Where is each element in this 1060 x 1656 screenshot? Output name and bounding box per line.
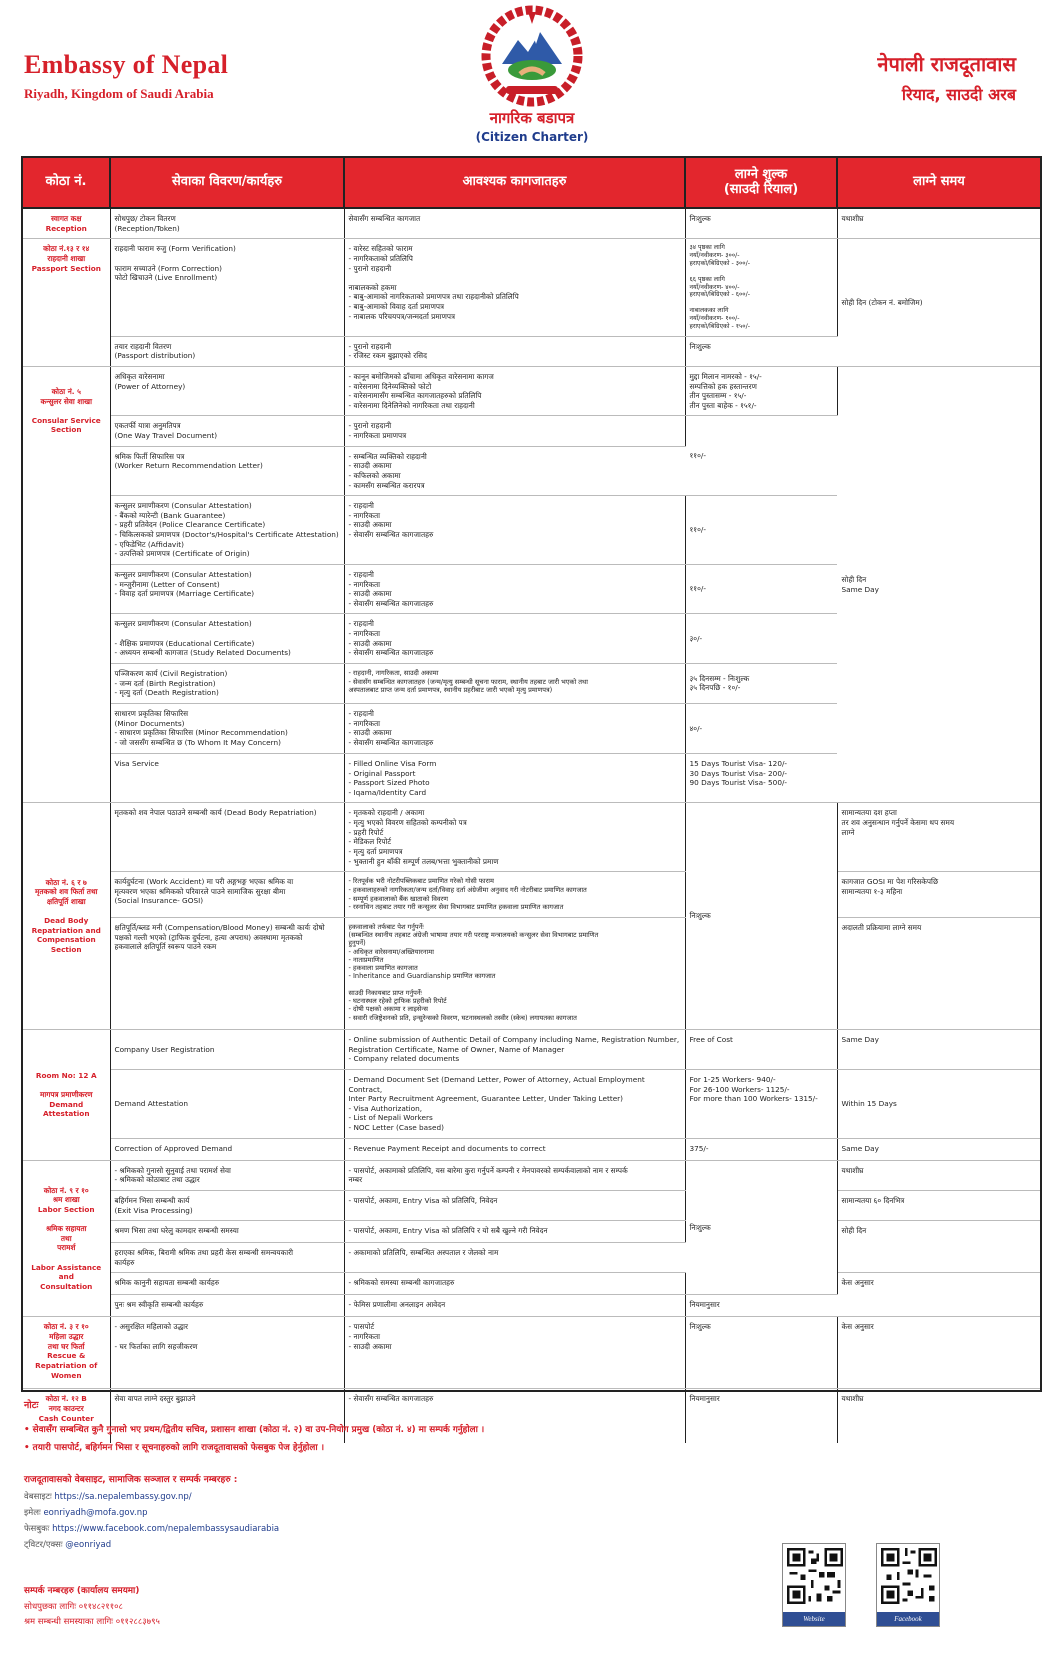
time-cell: सोही दिन bbox=[837, 1221, 1040, 1273]
docs-cell: - Demand Document Set (Demand Letter, Power of Attorney, Actual Employment Contract, Inter Party Recruitment Agreement, Guarantee Letter, Under Taking Letter) - Visa Authorization, - List of Nepali Workers - NOC Letter (Case based) bbox=[344, 1069, 685, 1138]
docs-cell: - पासपोर्ट, अकामाको प्रतिलिपि, यस बारेमा कुरा गर्नुपर्ने कम्पनी र मेनपावरको सम्पर्कवालाको नाम र सम्पर्क नम्बर bbox=[344, 1160, 685, 1190]
docs-cell: - Online submission of Authentic Detail of Company including Name, Registration Number, Registration Certificate, Name of Owner, Name of Manager - Company related documents bbox=[344, 1030, 685, 1070]
time-cell: अदालती प्रक्रियामा लाग्ने समय bbox=[837, 918, 1040, 1030]
service-cell: बहिर्गमन भिसा सम्बन्धी कार्य (Exit Visa Processing) bbox=[110, 1190, 344, 1220]
docs-cell: सेवासँग सम्बन्धित कागजात bbox=[344, 208, 685, 239]
service-cell: - असुरक्षित महिलाको उद्धार - घर फिर्ताका लागि सहजीकरण bbox=[110, 1317, 344, 1389]
docs-cell: - पुरानो राहदानी - रजिस्ट रकम बुझाएको रसिद bbox=[344, 336, 685, 366]
docs-cell: - मृतकको राहदानी / अकामा - मृत्यु भएको विवरण सहितको कम्पनीको पत्र - प्रहरी रिपोर्ट - मेडिकल रिपोर्ट - मृत्यु दर्ता प्रमाणपत्र - भुक्तानी हुन बाँकी सम्पूर्ण तलब/भत्ता भुक्तानीको प्रमाण bbox=[344, 803, 685, 872]
time-cell: यथाशीघ्र bbox=[837, 1389, 1040, 1443]
service-cell: कन्सुलर प्रमाणीकरण (Consular Attestation) - बैंकको ग्यारेन्टी (Bank Guarantee) - प्रहरी प्रतिवेदन (Police Clearance Certificate) - चिकित्सकको प्रमाणपत्र (Doctor's/Hospital's Certificate Attestation) - एफिडेभिट (Affidavit) - उत्पत्तिको प्रमाणपत्र (Certificate of Origin) bbox=[110, 496, 344, 565]
fee-cell: निःशुल्क bbox=[685, 803, 837, 1030]
page-header bbox=[0, 0, 1060, 156]
notes-section bbox=[24, 1398, 1024, 1459]
service-cell: अधिकृत वारेसनामा (Power of Attorney) bbox=[110, 366, 344, 416]
docs-cell: - वारेस्ट सहितको फाराम - नागरिकताको प्रतिलिपि - पुरानो राहदानी नाबालकको हकमा - बाबु-आमाको नागरिकताको प्रमाणपत्र तथा राहदानीको प्रतिलिपि - बाबु-आमाको विवाह दर्ता प्रमाणपत्र - नाबालक परिचयपत्र/जन्मदर्ता प्रमाणपत्र bbox=[344, 239, 685, 336]
service-cell: सेवा वापत लाग्ने दस्तुर बुझाउने bbox=[110, 1389, 344, 1443]
facebook-qr[interactable] bbox=[876, 1543, 940, 1627]
table-row bbox=[23, 1160, 1040, 1190]
fee-cell: For 1-25 Workers- 940/- For 26-100 Workers- 1125/- For more than 100 Workers- 1315/- bbox=[685, 1069, 837, 1138]
office-women: कोठा नं. ३ र १० महिला उद्धार तथा घर फिर्ता Rescue & Repatriation of Women bbox=[23, 1317, 110, 1389]
table-row bbox=[23, 239, 1040, 336]
office-deadbody: कोठा नं. ६ र ७ मृतकको शव फिर्ता तथा क्षतिपूर्ति शाखा Dead Body Repatriation and Compensation Section bbox=[23, 803, 110, 1030]
phones-heading: सम्पर्क नम्बरहरु (कार्यालय समयमा) bbox=[24, 1586, 140, 1596]
docs-cell: - राहदानी - नागरिकता - साउदी अकामा - सेवासँग सम्बन्धित कागजातहरु bbox=[344, 614, 685, 664]
service-cell: Company User Registration bbox=[110, 1030, 344, 1070]
docs-cell: - राहदानी - नागरिकता - साउदी अकामा - सेवासँग सम्बन्धित कागजातहरु bbox=[344, 564, 685, 614]
office-reception: स्वागत कक्ष Reception bbox=[23, 208, 110, 239]
fee-cell: ३५ दिनसम्म - निःशुल्क ३५ दिनपछि - १०/- bbox=[685, 663, 837, 703]
embassy-title-np: नेपाली राजदूतावास bbox=[877, 52, 1016, 76]
contact-website bbox=[24, 1491, 764, 1502]
table-row bbox=[23, 1138, 1040, 1160]
col-service: सेवाका विवरण/कार्यहरु bbox=[110, 158, 344, 208]
fee-cell: ३४ पृष्ठका लागि नयाँ/नवीकरण- ३००/- हराएको/बिग्रिएको - ३००/- ६६ पृष्ठका लागि नयाँ/नवीकरण- ४००/- हराएको/बिग्रिएको - ६००/- नाबालकका लागि नयाँ/नवीकरण- १००/- हराएको/बिग्रिएको - १५०/- bbox=[685, 239, 837, 336]
twitter-label: ट्विटर/एक्सः bbox=[24, 1540, 63, 1550]
fee-cell: ३०/- bbox=[685, 614, 837, 664]
table-row bbox=[23, 803, 1040, 872]
docs-cell: - पासपोर्ट - नागरिकता - साउदी अकामा bbox=[344, 1317, 685, 1389]
service-cell: श्रमिक कानुनी सहायता सम्बन्धी कार्यहरु bbox=[110, 1273, 344, 1295]
office-cash: कोठा नं. १२ B नगद काउन्टर Cash Counter bbox=[23, 1389, 110, 1443]
office-passport: कोठा नं.१३ र १४ राहदानी शाखा Passport Section bbox=[23, 239, 110, 367]
service-cell: Demand Attestation bbox=[110, 1069, 344, 1138]
fee-cell: निःशुल्क bbox=[685, 336, 837, 366]
docs-cell: - सम्बन्धित व्यक्तिको राहदानी - साउदी अकामा - कफिलको अकामा - कामसँग सम्बन्धित करारपत्र bbox=[344, 446, 685, 496]
nepal-emblem-icon bbox=[480, 4, 584, 108]
table-row bbox=[23, 208, 1040, 239]
fee-cell: निःशुल्क bbox=[685, 208, 837, 239]
fee-cell: ४०/- bbox=[685, 703, 837, 753]
time-cell: केस अनुसार bbox=[837, 1273, 1040, 1317]
citizen-charter-table bbox=[21, 156, 1042, 1423]
header-left bbox=[24, 50, 228, 102]
phone-labor: श्रम सम्बन्धी समस्याका लागिः ०११२८८३७९५ bbox=[24, 1617, 160, 1627]
contact-heading: राजदूतावासको वेबसाइट, सामाजिक सञ्जाल र सम्पर्क नम्बरहरु : bbox=[24, 1475, 238, 1485]
col-room: कोठा नं. bbox=[23, 158, 110, 208]
qr-code-icon bbox=[787, 1548, 843, 1604]
service-cell: कन्सुलर प्रमाणीकरण (Consular Attestation) - मन्जुरीनामा (Letter of Consent) - विवाह दर्ता प्रमाणपत्र (Marriage Certificate) bbox=[110, 564, 344, 614]
time-cell: केस अनुसार bbox=[837, 1317, 1040, 1389]
note-line: • सेवासँग सम्बन्धित कुनै गुनासो भए प्रथम/द्वितीय सचिव, प्रशासन शाखा (कोठा नं. २) वा उप-नियोग प्रमुख (कोठा नं. ४) मा सम्पर्क गर्नुहोला । bbox=[24, 1425, 485, 1435]
email-label: इमेलः bbox=[24, 1508, 41, 1518]
table-row bbox=[23, 1190, 1040, 1220]
charter-title-en: (Citizen Charter) bbox=[475, 130, 589, 144]
contact-twitter bbox=[24, 1539, 764, 1550]
docs-cell: - पुरानो राहदानी - नागरिकता प्रमाणपत्र bbox=[344, 416, 685, 446]
service-cell: साधारण प्रकृतिका सिफारिस (Minor Documents) - साधारण प्रकृतिका सिफारिस (Minor Recommendation) - जो जससँग सम्बन्धित छ (To Whom It May Concern) bbox=[110, 703, 344, 753]
service-cell: कन्सुलर प्रमाणीकरण (Consular Attestation) - शैक्षिक प्रमाणपत्र (Educational Certificate) - अध्ययन सम्बन्धी कागजात (Study Related Documents) bbox=[110, 614, 344, 664]
facebook-label: फेसबुकः bbox=[24, 1524, 50, 1534]
fee-cell: निःशुल्क bbox=[685, 1160, 837, 1295]
service-cell: हराएका श्रमिक, बिरामी श्रमिक तथा प्रहरी केस सम्बन्धी समन्वयकारी कार्यहरु bbox=[110, 1243, 344, 1273]
header-center bbox=[400, 108, 664, 144]
service-cell: मृतकको शव नेपाल पठाउने सम्बन्धी कार्य (Dead Body Repatriation) bbox=[110, 803, 344, 872]
col-fee: लाग्ने शुल्क (साउदी रियाल) bbox=[685, 158, 837, 208]
embassy-title-en: Embassy of Nepal bbox=[24, 50, 229, 79]
contact-section bbox=[24, 1472, 764, 1555]
time-cell: यथाशीघ्र bbox=[837, 208, 1040, 239]
table-header-row bbox=[23, 158, 1040, 208]
contact-facebook bbox=[24, 1523, 764, 1534]
table-row bbox=[23, 366, 1040, 416]
service-cell: सोधपुछ/ टोकन वितरण (Reception/Token) bbox=[110, 208, 344, 239]
service-cell: तयार राहदानी वितरण (Passport distribution) bbox=[110, 336, 344, 366]
charter-title-np: नागरिक बडापत्र bbox=[489, 109, 575, 127]
time-cell: Within 15 Days bbox=[837, 1069, 1040, 1138]
phone-inquiry: सोधपुछका लागिः ०११४८२११०८ bbox=[24, 1602, 123, 1612]
col-documents: आवश्यक कागजातहरु bbox=[344, 158, 685, 208]
service-cell: कार्यदुर्घटना (Work Accident) मा परी अङ्गभङ्ग भएका श्रमिक वा मृत्यवरण भएका श्रमिकको परिवारले पाउने सामाजिक सुरक्षा बीमा (Social Insurance- GOSI) bbox=[110, 872, 344, 918]
table-row bbox=[23, 1317, 1040, 1389]
service-cell: पुनः श्रम स्वीकृति सम्बन्धी कार्यहरु bbox=[110, 1295, 344, 1317]
time-cell: कागजात GOSI मा पेश गरिसकेपछि सामान्यतया १-३ महिना bbox=[837, 872, 1040, 918]
website-label: वेबसाइटः bbox=[24, 1492, 52, 1502]
office-room12a: Room No: 12 A मागपत्र प्रमाणीकरण Demand Attestation bbox=[23, 1030, 110, 1161]
embassy-location-en: Riyadh, Kingdom of Saudi Arabia bbox=[24, 86, 214, 101]
twitter-link[interactable]: @eonriyad bbox=[65, 1540, 112, 1550]
table-row bbox=[23, 1273, 1040, 1295]
docs-cell: - पासपोर्ट, अकामा, Entry Visa को प्रतिलिपि, निवेदन bbox=[344, 1190, 685, 1220]
time-cell: सोही दिन Same Day bbox=[837, 366, 1040, 803]
service-cell: पञ्जिकरण कार्य (Civil Registration) - जन्म दर्ता (Birth Registration) - मृत्यु दर्ता (Death Registration) bbox=[110, 663, 344, 703]
fee-cell: निःशुल्क bbox=[685, 1317, 837, 1389]
office-labor: कोठा नं. ९ र १० श्रम शाखा Labor Section श्रमिक सहायता तथा परामर्श Labor Assistance and Consultation bbox=[23, 1160, 110, 1317]
fee-cell: नियमानुसार bbox=[685, 1389, 837, 1443]
docs-cell: - पासपोर्ट, अकामा, Entry Visa को प्रतिलिपि र यो सबै खुल्ने गरी निवेदन bbox=[344, 1221, 685, 1243]
facebook-qr-label: Facebook bbox=[877, 1612, 939, 1626]
time-cell: सामान्यतया दश हप्ता तर शव अनुसन्धान गर्नुपर्ने केसमा थप समय लाग्ने bbox=[837, 803, 1040, 872]
table-row bbox=[23, 918, 1040, 1030]
time-cell: सामान्यतया ६० दिनभित्र bbox=[837, 1190, 1040, 1220]
fee-cell: 15 Days Tourist Visa- 120/- 30 Days Tourist Visa- 200/- 90 Days Tourist Visa- 500/- bbox=[685, 753, 837, 803]
service-cell: Correction of Approved Demand bbox=[110, 1138, 344, 1160]
time-cell: Same Day bbox=[837, 1030, 1040, 1070]
fee-cell: ११०/- bbox=[685, 564, 837, 614]
docs-cell: - कानून बमोजिमको ढाँचामा अधिकृत वारेसनामा कागज - वारेसनामा दिनेव्यक्तिको फोटो - वारेसनामासँग सम्बन्धित कागजातहरुको प्रतिलिपि - वारेसनामा दिनेलिनेको नागरिकता तथा राहदानी bbox=[344, 366, 685, 416]
service-cell: क्षतिपूर्ति/ब्लड मनी (Compensation/Blood Money) सम्बन्धी कार्यः दोषो पक्षको गल्ती भएको (ट्राफिक दुर्घटना, हत्या अपराध) अवस्थामा मृतकको हकवालाले क्षतिपूर्ति स्वरूप पाउने रकम bbox=[110, 918, 344, 1030]
notes-heading: नोटः bbox=[24, 1400, 39, 1411]
fee-cell: 375/- bbox=[685, 1138, 837, 1160]
docs-cell: - फेमिस प्रणालीमा अनलाइन आवेदन bbox=[344, 1295, 685, 1317]
col-time: लाग्ने समय bbox=[837, 158, 1040, 208]
docs-cell: - श्रमिकको समस्या सम्बन्धी कागजातहरु bbox=[344, 1273, 685, 1295]
fee-cell: नियमानुसार bbox=[685, 1295, 837, 1317]
docs-cell: - सेवासँग सम्बन्धित कागजातहरु bbox=[344, 1389, 685, 1443]
note-line: • तयारी पासपोर्ट, बहिर्गमन भिसा र सूचनाहरुको लागि राजदूतावासको फेसबुक पेज हेर्नुहोला । bbox=[24, 1443, 325, 1453]
fee-cell: Free of Cost bbox=[685, 1030, 837, 1070]
service-cell: श्रमण भिसा तथा घरेलु कामदार सम्बन्धी समस्या bbox=[110, 1221, 344, 1243]
docs-cell: हकवालाको तर्फबाट पेश गर्नुपर्नेः (सम्बन्धित स्थानीय तहबाट अंग्रेजी भाषामा तयार गरी परराष्ट्र मन्त्रालयको कन्सुलर सेवा विभागबाट प्रमाणित हुनुपर्ने) - अधिकृत वारेसनामा/अख्तियारनामा - नाताप्रमाणित - हकवाला प्रमाणित कागजात - Inheritance and Guardianship प्रमाणित कागजात साउदी निकायबाट प्राप्त गर्नुपर्नेः - घटनास्थल रहेको ट्राफिक प्रहरीको रिपोर्ट - दोषी पक्षको अकामा र लाइसेन्स - सवारी रजिष्ट्रेशनको प्रति, इन्सुरेन्सको विवरण, घटनास्थलको तस्वीर (स्केच) लगायतका कागजात bbox=[344, 918, 685, 1030]
facebook-link[interactable]: https://www.facebook.com/nepalembassysaudiarabia bbox=[52, 1524, 280, 1534]
service-cell: श्रमिक फिर्ती सिफारिस पत्र (Worker Return Recommendation Letter) bbox=[110, 446, 344, 496]
docs-cell: - Filled Online Visa Form - Original Passport - Passport Sized Photo - Iqama/Identity Card bbox=[344, 753, 685, 803]
service-cell: राहदानी फाराम रुजु (Form Verification) फाराम सच्याउने (Form Correction) फोटो खिचाउने (Live Enrollment) bbox=[110, 239, 344, 336]
service-cell: Visa Service bbox=[110, 753, 344, 803]
email-link[interactable]: eonriyadh@mofa.gov.np bbox=[43, 1508, 148, 1518]
fee-cell: मुद्दा मिलान नामरको - १५/- सम्पत्तिको हक हस्तान्तरण तीन पुस्तासम्म - १५/- तीन पुस्ता बाहेक - १५१/- bbox=[685, 366, 837, 416]
fee-cell: ११०/- bbox=[685, 416, 837, 496]
table-row bbox=[23, 1221, 1040, 1243]
docs-cell: - रितपूर्वक भरी नोटरीपब्लिकबाट प्रमाणित गरेको गोसी फाराम - हकवालाहरुको नागरिकता/जन्म दर्ता/विवाह दर्ता अंग्रेजीमा अनुवाद गरी नोटरीबाट प्रमाणित कागजात - सम्पूर्ण हकवालाको बैंक खाताको विवरण - रस्नाथिन तहबाट तयार गरी कन्सुलर सेवा विभागबाट प्रमाणित हकवाला प्रमाणित कागजात bbox=[344, 872, 685, 918]
website-link[interactable]: https://sa.nepalembassy.gov.np/ bbox=[54, 1492, 192, 1502]
time-cell: सोही दिन (टोकन नं. बमोजिम) bbox=[837, 239, 1040, 367]
docs-cell: - Revenue Payment Receipt and documents to correct bbox=[344, 1138, 685, 1160]
time-cell: यथाशीघ्र bbox=[837, 1160, 1040, 1190]
table-row bbox=[23, 872, 1040, 918]
phones-section bbox=[24, 1584, 160, 1631]
time-cell: Same Day bbox=[837, 1138, 1040, 1160]
header-right bbox=[877, 50, 1016, 105]
embassy-location-np: रियाद, साउदी अरब bbox=[901, 85, 1016, 104]
docs-cell: - राहदानी - नागरिकता - साउदी अकामा - सेवासँग सम्बन्धित कागजातहरु bbox=[344, 703, 685, 753]
website-qr[interactable] bbox=[782, 1543, 846, 1627]
service-cell: - श्रमिकको गुनासो सुनुवाई तथा परामर्श सेवा - श्रमिकको कोठाबाट तथा उद्धार bbox=[110, 1160, 344, 1190]
office-consular: कोठा नं. ५ कन्सुलर सेवा शाखा Consular Service Section bbox=[23, 366, 110, 803]
table-row bbox=[23, 1069, 1040, 1138]
qr-code-icon bbox=[881, 1548, 937, 1604]
website-qr-label: Website bbox=[783, 1612, 845, 1626]
table-row bbox=[23, 1030, 1040, 1070]
docs-cell: - राहदानी, नागरिकता, साउदी अकामा - सेवासँग सम्बन्धित कागजातहरु (जन्म/मृत्यु सम्बन्धी सूचना फाराम, स्थानीय तहबाट जारी भएको तथा अस्पतालबाट प्राप्त जन्म दर्ता प्रमाणपत्र, स्थानीय प्रहरीबाट जारी भएको मृत्यु प्रमाणपत्र) bbox=[344, 663, 685, 703]
docs-cell: - राहदानी - नागरिकता - साउदी अकामा - सेवासँग सम्बन्धित कागजातहरु bbox=[344, 496, 685, 565]
docs-cell: - अकामाको प्रतिलिपि, सम्बन्धित अस्पताल र जेलको नाम bbox=[344, 1243, 685, 1273]
fee-cell: ११०/- bbox=[685, 496, 837, 565]
contact-email bbox=[24, 1507, 764, 1518]
service-cell: एकतर्फी यात्रा अनुमतिपत्र (One Way Travel Document) bbox=[110, 416, 344, 446]
